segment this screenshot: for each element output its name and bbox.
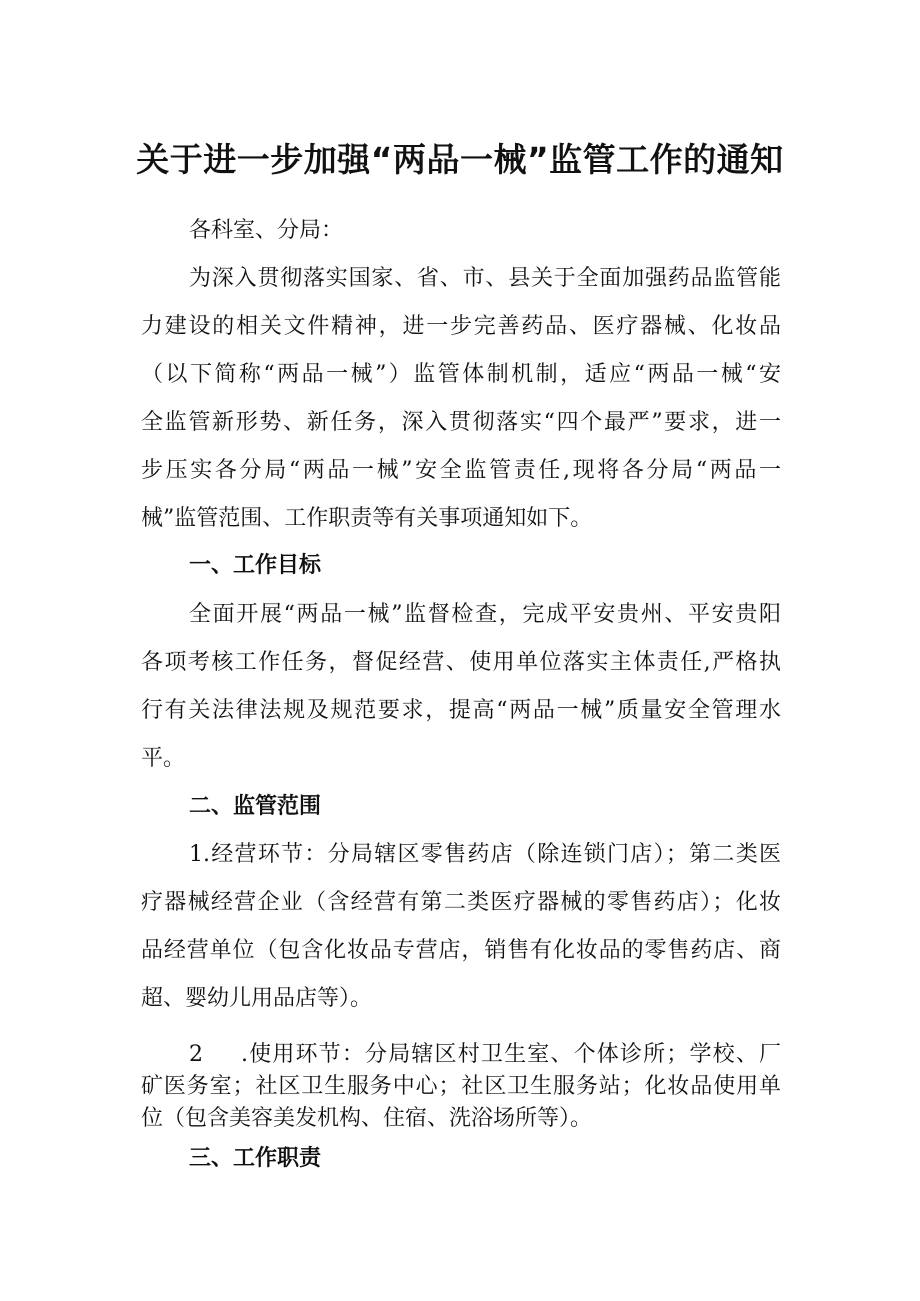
intro-line: 全监管新形势、新任务，深入贯彻落实“四个最严”要求，进一 — [141, 410, 781, 435]
scope-item1-line: 疗器械经营企业（含经营有第二类医疗器械的零售药店）；化妆 — [141, 890, 781, 915]
scope-item2-line: 位（包含美容美发机构、住宿、洗浴场所等）。 — [141, 1106, 593, 1131]
document-title: 关于进一步加强“两品一械”监管工作的通知 — [136, 140, 784, 179]
intro-line: 步压实各分局“两品一械”安全监管责任,现将各分局“两品一 — [141, 458, 781, 483]
scope-item2-number: 2 — [189, 1042, 203, 1067]
section-heading-goals: 一、工作目标 — [189, 553, 322, 578]
scope-item1-line: 品经营单位（包含化妆品专营店，销售有化妆品的零售药店、商 — [141, 938, 781, 963]
goals-line: 各项考核工作任务，督促经营、使用单位落实主体责任,严格执 — [141, 650, 781, 675]
scope-item1-line: 超、婴幼儿用品店等）。 — [141, 986, 373, 1011]
goals-line: 平。 — [141, 746, 186, 771]
scope-item1-line: 1.经营环节：分局辖区零售药店（除连锁门店）；第二类医 — [189, 842, 781, 867]
scope-item2-line: .使用环节：分局辖区村卫生室、个体诊所；学校、厂 — [241, 1042, 781, 1067]
salutation: 各科室、分局： — [189, 218, 344, 243]
intro-line: 力建设的相关文件精神，进一步完善药品、医疗器械、化妆品 — [141, 314, 781, 339]
intro-line: 械”监管范围、工作职责等有关事项通知如下。 — [141, 506, 593, 531]
scope-item2-line: 矿医务室；社区卫生服务中心；社区卫生服务站；化妆品使用单 — [141, 1074, 781, 1099]
intro-line: 为深入贯彻落实国家、省、市、县关于全面加强药品监管能 — [189, 266, 781, 291]
goals-line: 行有关法律法规及规范要求，提高“两品一械”质量安全管理水 — [141, 698, 781, 723]
goals-line: 全面开展“两品一械”监督检查，完成平安贵州、平安贵阳 — [189, 602, 781, 627]
intro-line: （以下简称“两品一械”）监管体制机制，适应“两品一械“安 — [141, 362, 781, 387]
section-heading-scope: 二、监管范围 — [189, 794, 322, 819]
section-heading-duties: 三、工作职责 — [189, 1146, 322, 1171]
